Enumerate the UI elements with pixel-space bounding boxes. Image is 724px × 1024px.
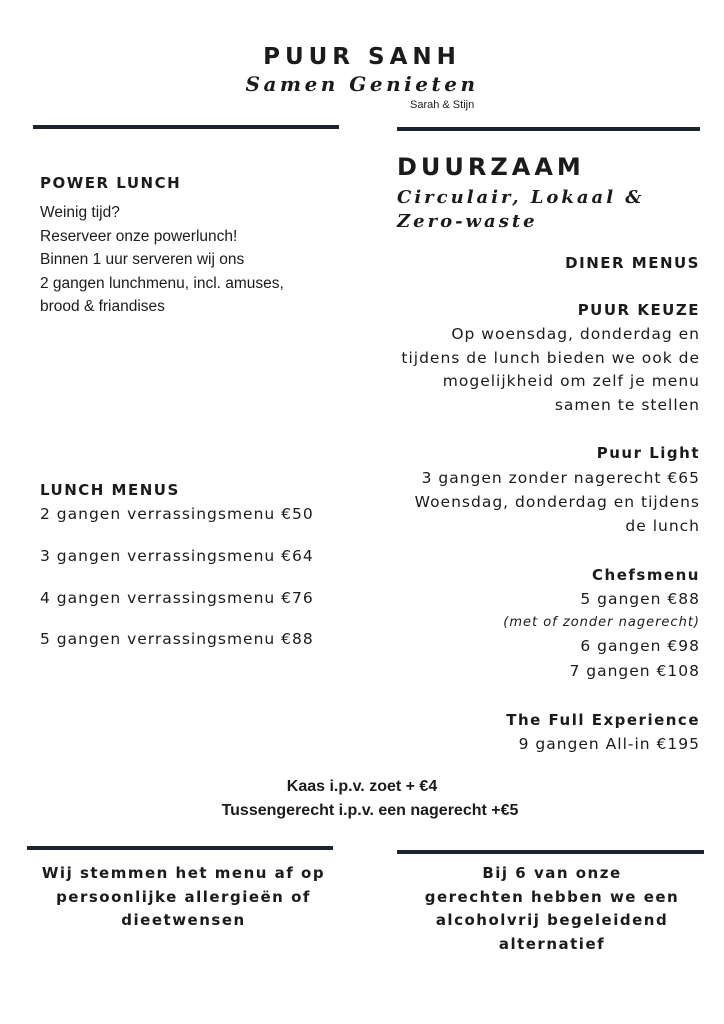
full-experience-heading: The Full Experience — [506, 711, 700, 729]
lunch-menu-item: 4 gangen verrassingsmenu €76 — [40, 589, 314, 607]
divider-right-bottom — [397, 850, 704, 854]
restaurant-title: PUUR SANH — [263, 44, 461, 70]
puur-light-line: de lunch — [625, 517, 700, 535]
power-lunch-line: Binnen 1 uur serveren wij ons — [40, 251, 245, 268]
chefsmenu-heading: Chefsmenu — [592, 566, 700, 584]
extra-intermediate-course: Tussengerecht i.p.v. een nagerecht +€5 — [221, 802, 519, 819]
divider-left-top — [33, 125, 339, 129]
puur-light-line: 3 gangen zonder nagerecht €65 — [421, 469, 700, 487]
lunch-menu-item: 2 gangen verrassingsmenu €50 — [40, 505, 314, 523]
chefsmenu-option: 5 gangen €88 — [580, 590, 700, 608]
power-lunch-description — [40, 201, 340, 319]
alcohol-free-note-line: alternatief — [498, 934, 606, 953]
divider-right-top — [397, 127, 700, 131]
power-lunch-heading: POWER LUNCH — [40, 174, 182, 192]
alcohol-free-note-line: Bij 6 van onze — [482, 864, 622, 882]
duurzaam-heading: DUURZAAM — [397, 153, 585, 181]
alcohol-free-note-line: gerechten hebben we een — [424, 887, 680, 906]
puur-light-description — [370, 466, 700, 538]
lunch-menu-item: 3 gangen verrassingsmenu €64 — [40, 547, 314, 565]
power-lunch-line: Reserveer onze powerlunch! — [40, 227, 238, 245]
full-experience-option: 9 gangen All-in €195 — [518, 735, 700, 753]
chefsmenu-note: (met of zonder nagerecht) — [503, 615, 700, 630]
alcohol-free-note — [397, 862, 707, 956]
puur-keuze-line: mogelijkheid om zelf je menu — [442, 372, 700, 390]
puur-light-heading: Puur Light — [596, 444, 700, 462]
allergy-note-line: persoonlijke allergieën of — [56, 887, 311, 906]
puur-keuze-line: tijdens de lunch bieden we ook de — [401, 348, 700, 367]
duurzaam-tagline-line: Zero-waste — [397, 211, 538, 232]
extra-cheese: Kaas i.p.v. zoet + €4 — [286, 778, 438, 795]
power-lunch-line: 2 gangen lunchmenu, incl. amuses, — [40, 274, 284, 292]
lunch-menus-heading: LUNCH MENUS — [40, 481, 180, 499]
alcohol-free-note-line: alcoholvrij begeleidend — [435, 911, 669, 929]
power-lunch-line: Weinig tijd? — [40, 204, 120, 221]
owners-label: Sarah & Stijn — [410, 99, 475, 111]
puur-keuze-description — [370, 323, 700, 417]
restaurant-subtitle: Samen Genieten — [245, 72, 479, 96]
power-lunch-line: brood & friandises — [40, 298, 165, 315]
puur-keuze-line: Op woensdag, donderdag en — [451, 325, 700, 343]
chefsmenu-option: 6 gangen €98 — [580, 637, 700, 655]
diner-menus-heading: DINER MENUS — [565, 254, 700, 272]
puur-light-line: Woensdag, donderdag en tijdens — [414, 493, 700, 511]
puur-keuze-heading: PUUR KEUZE — [577, 301, 700, 319]
allergy-note-line: dieetwensen — [121, 911, 246, 929]
allergy-note — [27, 862, 340, 933]
duurzaam-tagline — [397, 186, 707, 234]
allergy-note-line: Wij stemmen het menu af op — [41, 864, 326, 882]
lunch-menu-item: 5 gangen verrassingsmenu €88 — [40, 630, 314, 648]
puur-keuze-line: samen te stellen — [554, 395, 700, 414]
duurzaam-tagline-line: Circulair, Lokaal & — [397, 187, 645, 208]
divider-left-bottom — [27, 846, 333, 850]
chefsmenu-option: 7 gangen €108 — [569, 662, 700, 680]
